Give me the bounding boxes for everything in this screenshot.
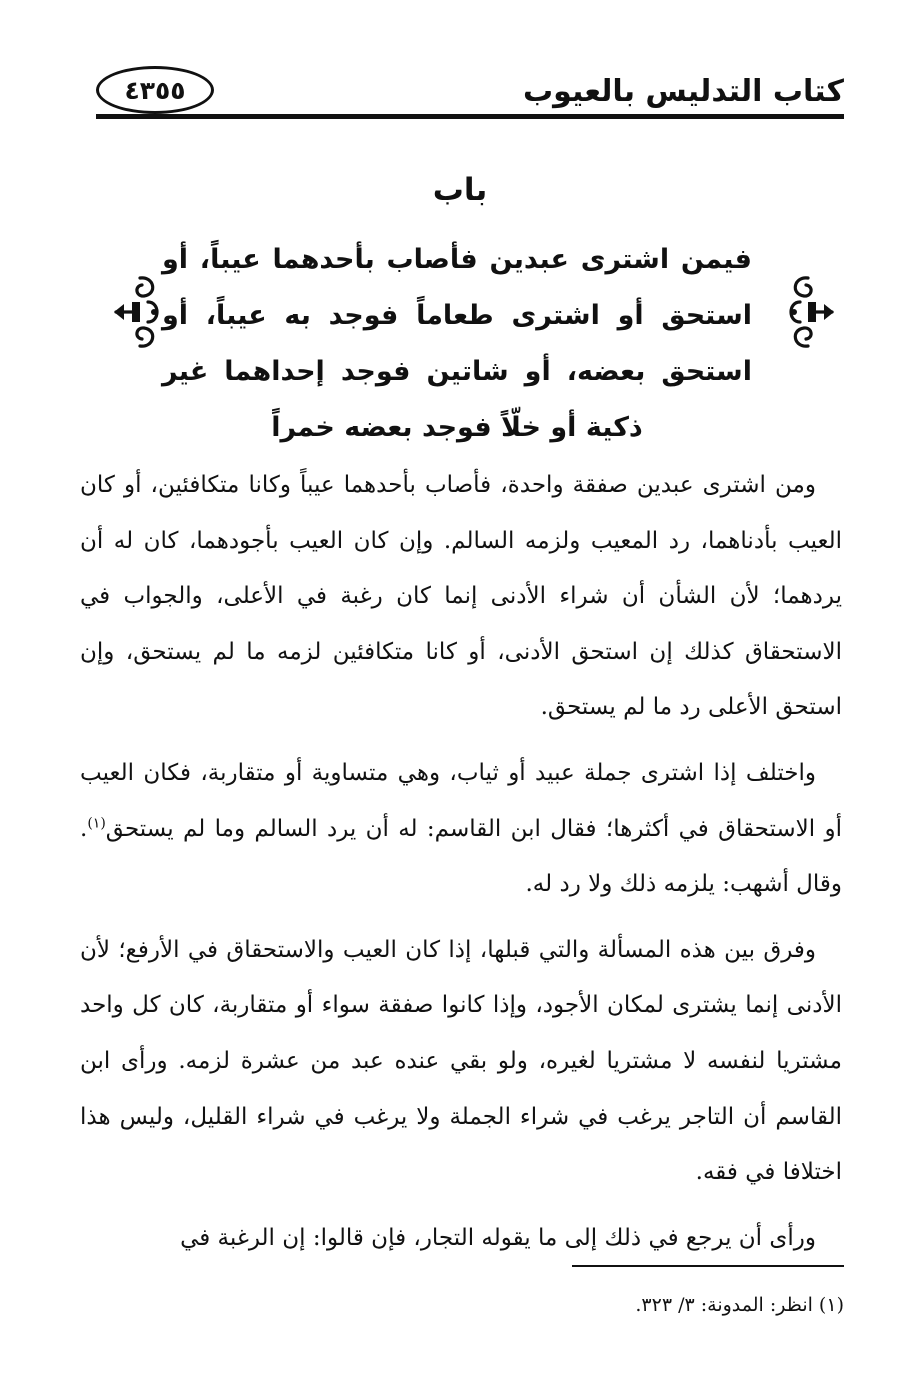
footnote: (١) انظر: المدونة: ٣/ ٣٢٣.	[635, 1294, 844, 1316]
paragraph: ورأى أن يرجع في ذلك إلى ما يقوله التجار، فإن قالوا: إن الرغبة في	[180, 1224, 816, 1251]
paragraph: ومن اشترى عبدين صفقة واحدة، فأصاب بأحدهما عيباً وكانا متكافئين، أو كان العيب بأدناهما، رد المعيب ولزمه السالم. وإن كان العيب بأجودهما، كان له أن يردهما؛ لأن الشأن أن شراء الأدنى إنما كان رغبة في الأعلى، والجواب في الاستحقاق كذلك إن استحق الأدنى، أو كانا متكافئين لزمه ما لم يستحق، وإن استحق الأعلى رد ما لم يستحق.	[80, 472, 842, 721]
paragraph: وفرق بين هذه المسألة والتي قبلها، إذا كان العيب والاستحقاق في الأرفع؛ لأن الأدنى إنما يشترى لمكان الأجود، وإذا كانوا صفقة سواء أو متقاربة، كان كل واحد مشتريا لنفسه لا مشتريا لغيره، ولو بقي عنده عبد من عشرة لزمه. ورأى ابن القاسم أن التاجر يرغب في شراء الجملة ولا يرغب في شراء القليل، وليس هذا اختلافا في فقه.	[80, 936, 842, 1186]
main-text	[80, 458, 842, 1276]
paragraph	[80, 746, 842, 913]
arabesque-ornament-icon	[780, 272, 838, 352]
footnote-divider	[572, 1265, 844, 1267]
header-rule	[96, 114, 844, 119]
page-header	[96, 66, 844, 118]
paragraph-text: واختلف إذا اشترى جملة عبيد أو ثياب، وهي متساوية أو متقاربة، فكان العيب أو الاستحقاق في أكثرها؛ فقال ابن القاسم: له أن يرد السالم وما لم يستحق	[80, 759, 842, 842]
page-number: ٤٣٥٥	[96, 66, 214, 114]
running-title: كتاب التدليس بالعيوب	[523, 74, 844, 109]
arabesque-ornament-icon	[110, 272, 168, 352]
paragraph-text: . وقال أشهب: يلزمه ذلك ولا رد له.	[80, 815, 842, 898]
chapter-title: فيمن اشترى عبدين فأصاب بأحدهما عيباً، أو استحق أو اشترى طعاماً فوجد به عيباً، أو استحق بعضه، أو شاتين فوجد إحداهما غير ذكية أو خلّاً فوجد بعضه خمراً	[162, 244, 752, 443]
footnote-marker[interactable]: (١)	[87, 814, 106, 831]
chapter-label: باب	[432, 172, 488, 208]
